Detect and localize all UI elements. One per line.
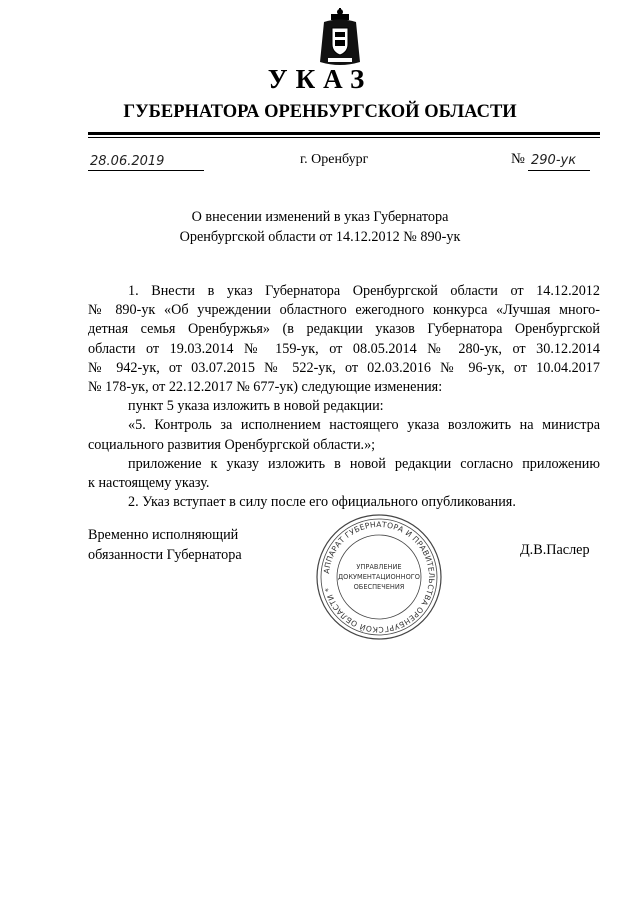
decree-subject (0, 207, 640, 247)
header-rule-thin (88, 137, 600, 138)
body-line: детная семья Оренбуржья» (в редакции указов Губернатора Оренбургской (88, 321, 600, 338)
body-line: социального развития Оренбургской области.»; (88, 436, 376, 453)
body-line: области от 19.03.2014 № 159-ук, от 08.05.2014 № 280-ук, от 30.12.2014 (88, 340, 600, 357)
position-line: обязанности Губернатора (88, 547, 242, 563)
stamp-center-line: УПРАВЛЕНИЕ (356, 563, 402, 571)
position-line: Временно исполняющий (88, 527, 239, 543)
header-rule-thick (88, 132, 600, 135)
subject-line: О внесении изменений в указ Губернатора (191, 209, 449, 225)
body-line: к настоящему указу. (88, 475, 210, 492)
document-subtitle: ГУБЕРНАТОРА ОРЕНБУРГСКОЙ ОБЛАСТИ (123, 102, 517, 122)
signatory-name: Д.В.Паслер (520, 542, 590, 558)
coat-of-arms-emblem (318, 8, 362, 68)
number-sign: № (511, 151, 525, 167)
body-line: 2. Указ вступает в силу после его официального опубликования. (128, 494, 516, 511)
body-line: «5. Контроль за исполнением настоящего указа возложить на министра (128, 417, 600, 434)
stamp-center-line: ОБЕСПЕЧЕНИЯ (353, 583, 405, 591)
decree-number: 290-ук (531, 153, 577, 168)
number-underline (528, 170, 590, 171)
signatory-position (88, 525, 242, 565)
subject-line: Оренбургской области от 14.12.2012 № 890-ук (179, 229, 461, 245)
stamp-center-line: ДОКУМЕНТАЦИОННОГО (338, 573, 420, 581)
body-line: приложение к указу изложить в новой редакции согласно приложению (128, 455, 600, 472)
body-line: № 942-ук, от 03.07.2015 № 522-ук, от 02.03.2016 № 96-ук, от 10.04.2017 (88, 359, 600, 376)
body-line: № 178-ук, от 22.12.2017 № 677-ук) следующие изменения: (88, 379, 443, 396)
decree-body (88, 282, 600, 512)
body-line: пункт 5 указа изложить в новой редакции: (128, 398, 384, 415)
city-label: г. Оренбург (300, 152, 369, 167)
stamp-ring-text: АППАРАТ ГУБЕРНАТОРА И ПРАВИТЕЛЬСТВА ОРЕНБУРГСКОЙ ОБЛАСТИ * (322, 519, 437, 635)
official-stamp (314, 512, 444, 642)
body-line: № 890-ук «Об учреждении областного ежегодного конкурса «Лучшая много- (88, 302, 600, 319)
body-line: 1. Внести в указ Губернатора Оренбургской области от 14.12.2012 (128, 283, 600, 299)
decree-date: 28.06.2019 (90, 154, 165, 169)
document-title: УКАЗ (267, 64, 373, 94)
date-underline (88, 170, 204, 171)
